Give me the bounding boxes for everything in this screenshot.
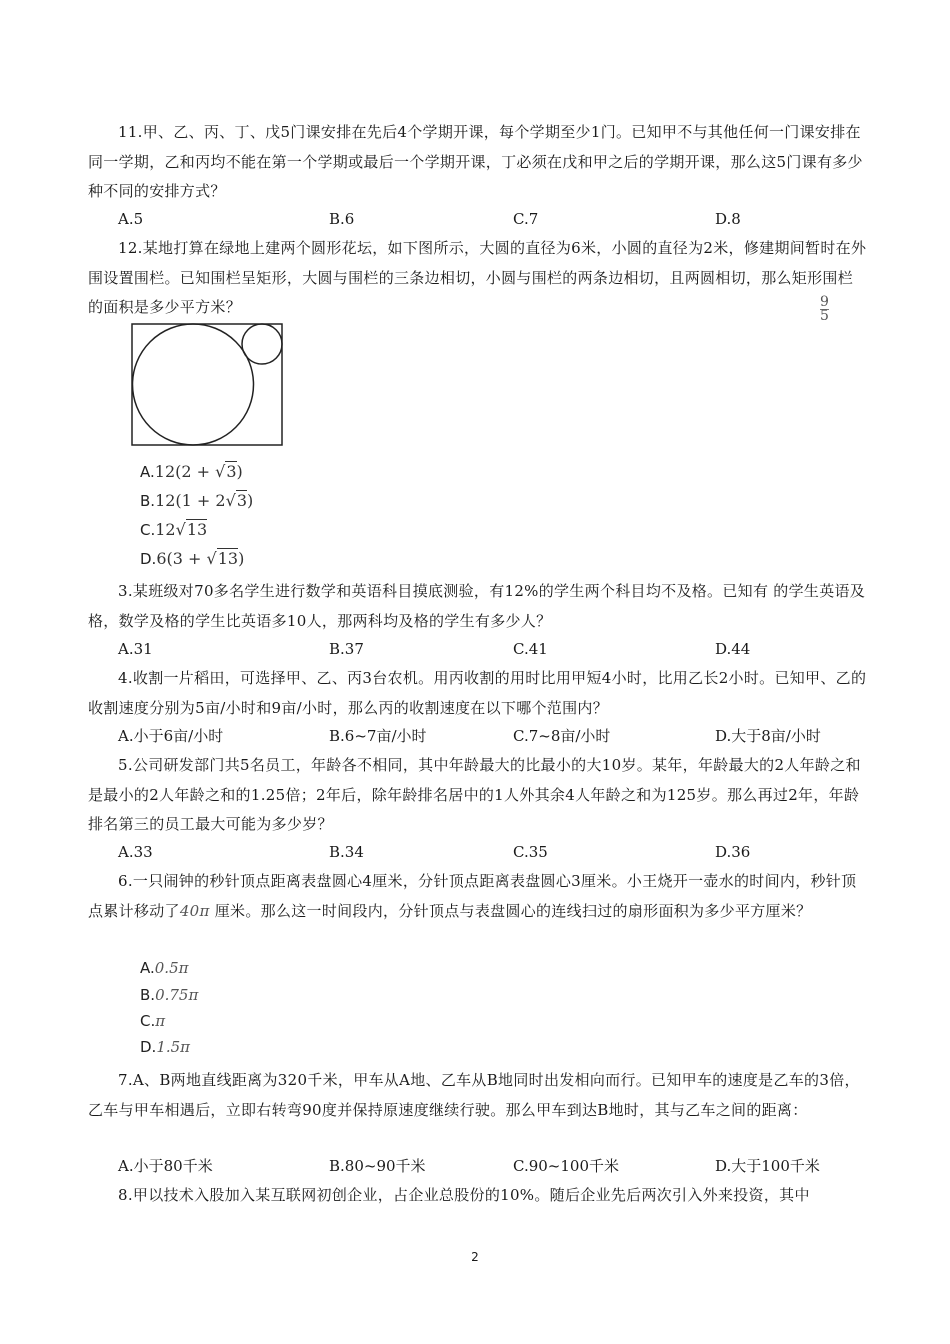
option-expr: 12: [155, 520, 176, 539]
option-expr: 12(1 + 2: [155, 491, 226, 510]
option-c: C.7: [513, 210, 539, 228]
option-expr-end: ): [236, 462, 243, 481]
option-label: D.: [140, 1038, 157, 1056]
question-4-text: 4.收割一片稻田，可选择甲、乙、丙3台农机。用丙收割的用时比用甲短4小时，比用乙长2小时。已知甲、乙的收割速度分别为5亩/小时和9亩/小时，那么丙的收割速度在以下哪个范围内？: [88, 669, 867, 717]
question-7-text: 7.A、B两地直线距离为320千米，甲车从A地、乙车从B地同时出发相向而行。已知甲车的速度是乙车的3倍，乙车与甲车相遇后，立即右转弯90度并保持原速度继续行驶。那么甲车到达B地时，其与乙车之间的距离：: [88, 1071, 860, 1119]
option-d: D.44: [715, 640, 751, 658]
option-radicand: 3: [226, 462, 237, 481]
option-label: A.: [140, 959, 155, 977]
option-d: D.36: [715, 843, 751, 861]
question-6-text: [88, 867, 868, 926]
question-12-option-c: C.12√13: [140, 520, 208, 539]
question-12-text: 12.某地打算在绿地上建两个圆形花坛，如下图所示，大圆的直径为6米，小圆的直径为2米，修建期间暂时在外围设置围栏。已知围栏呈矩形，大圆与围栏的三条边相切，小圆与围栏的两条边相切，且两圆相切，那么矩形围栏的面积是多少平方米？: [88, 239, 867, 316]
option-label: B.: [140, 986, 156, 1004]
question-6-option-c: [140, 1011, 165, 1031]
question-12-option-d: D.6(3 + √13): [140, 549, 245, 568]
option-a: A.33: [118, 843, 153, 861]
option-value: 0.5π: [154, 959, 189, 977]
rect-fence: [132, 324, 282, 445]
question-6-option-b: [140, 985, 198, 1005]
margin-fraction: [820, 296, 829, 323]
option-expr-end: ): [247, 491, 254, 510]
option-c: C.41: [513, 640, 548, 658]
question-6-option-d: [140, 1037, 190, 1057]
option-label: A.: [140, 463, 155, 481]
margin-fraction-denominator: 5: [820, 308, 829, 324]
question-5-options: [118, 838, 858, 866]
option-expr: 6(3 +: [156, 549, 207, 568]
option-value: 1.5π: [156, 1038, 191, 1056]
question-11-options: [118, 205, 858, 233]
question-6-option-a: [140, 958, 188, 978]
option-label: C.: [140, 1012, 156, 1030]
option-label: D.: [140, 550, 157, 568]
large-circle: [133, 324, 254, 445]
question-12-option-a: A.12(2 + √3): [140, 462, 243, 481]
question-11-text: 11.甲、乙、丙、丁、戊5门课安排在先后4个学期开课，每个学期至少1门。已知甲不与其他任何一门课安排在同一学期，乙和丙均不能在第一个学期或最后一个学期开课，丁必须在戊和甲之后的学期开课，那么这5门课有多少种不同的安排方式？: [88, 123, 863, 200]
question-12-option-b: B.12(1 + 2√3): [140, 491, 254, 510]
option-b: B.6~7亩/小时: [329, 727, 427, 745]
option-b: B.37: [329, 640, 364, 658]
option-a: A.31: [118, 640, 153, 658]
circles-fence-diagram: [131, 323, 283, 447]
option-b: B.34: [329, 843, 364, 861]
option-d: D.大于8亩/小时: [715, 727, 821, 745]
option-expr: 12(2 +: [154, 462, 216, 481]
margin-fraction-numerator: 9: [820, 294, 829, 310]
option-a: A.小于6亩/小时: [118, 727, 224, 745]
option-radicand: 13: [186, 520, 208, 539]
option-d: D.8: [715, 210, 741, 228]
option-d: D.大于100千米: [715, 1157, 820, 1175]
option-radicand: 3: [236, 491, 247, 510]
question-3-options: [118, 635, 858, 663]
question-7-options: [118, 1152, 858, 1180]
option-radicand: 13: [217, 549, 239, 568]
question-4-options: [118, 722, 858, 750]
option-c: C.35: [513, 843, 548, 861]
question-6-text-end: 厘米。那么这一时间段内，分针顶点与表盘圆心的连线扫过的扇形面积为多少平方厘米？: [214, 901, 812, 920]
option-value: 0.75π: [155, 986, 199, 1004]
inline-math-40pi: 40π: [179, 901, 210, 920]
option-c: C.7~8亩/小时: [513, 727, 611, 745]
option-c: C.90~100千米: [513, 1157, 619, 1175]
option-value: π: [155, 1012, 166, 1030]
question-5-text: 5.公司研发部门共5名员工，年龄各不相同，其中年龄最大的比最小的大10岁。某年，年龄最大的2人年龄之和是最小的2人年龄之和的1.25倍；2年后，除年龄排名居中的1人外其余4人年龄之和为125岁。那么再过2年，年龄排名第三的员工最大可能为多少岁？: [88, 756, 861, 833]
question-8-text: 8.甲以技术入股加入某互联网初创企业，占企业总股份的10%。随后企业先后两次引入外来投资，其中: [118, 1186, 810, 1204]
question-3-text: 3.某班级对70多名学生进行数学和英语科目摸底测验，有12%的学生两个科目均不及格。已知有 的学生英语及格，数学及格的学生比英语多10人，那两科均及格的学生有多少人？: [88, 582, 866, 630]
small-circle: [242, 324, 282, 364]
option-a: A.小于80千米: [118, 1157, 213, 1175]
option-expr-end: ): [238, 549, 245, 568]
option-b: B.80~90千米: [329, 1157, 426, 1175]
question-6-text-start: 6.一只闹钟的秒针顶点距离表盘圆心4厘米，分针顶点距离表盘圆心3厘米。小王烧开一壶水的时间内，秒针顶点累计移动了: [88, 872, 857, 920]
option-b: B.6: [329, 210, 355, 228]
page-number: 2: [471, 1250, 479, 1264]
option-label: C.: [140, 521, 156, 539]
option-a: A.5: [118, 210, 144, 228]
option-label: B.: [140, 492, 156, 510]
